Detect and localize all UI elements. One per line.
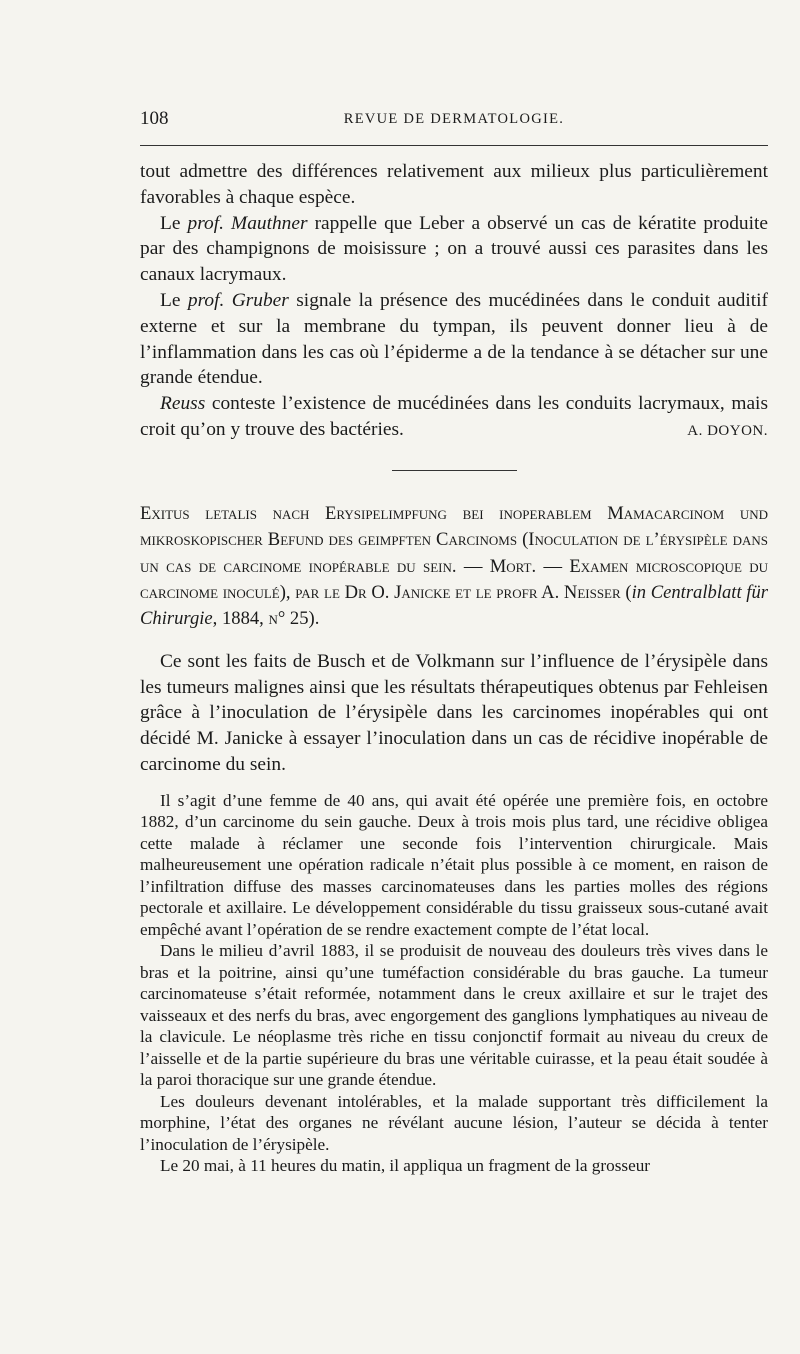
case-paragraph (140, 940, 768, 1091)
page-number: 108 (140, 108, 169, 129)
running-head: REVUE DE DERMATOLOGIE. (343, 111, 565, 127)
paragraph (140, 211, 768, 288)
article-title-text: Exitus letalis nach Erysipelimpfung bei inoperablem Mamacarcinom und mikroskopischer Befund des geimpften Carcinoms (Inoculation de l’érysipèle dans un cas de carcinome inopérable du sein. — Mort. — Examen microscopique du carcinome inoculé), par le Dr O. Janicke et le profr A. Neisser ( (140, 502, 768, 603)
intro-paragraph (140, 649, 768, 778)
paragraph-prefix: Le (160, 289, 188, 311)
paragraph-text: Le 20 mai, à 11 heures du matin, il appliqua un fragment de la grosseur (160, 1156, 651, 1176)
paragraph-prefix: Le (160, 212, 188, 234)
person-name: prof. Mauthner (187, 212, 308, 234)
paragraph-text: Dans le milieu d’avril 1883, il se produisit de nouveau des douleurs très vives dans le bras et la poitrine, ainsi qu’une tuméfaction considérable du bras gauche. La tumeur carcinomateuse s’était reformée, notamment dans le creux axillaire et sur le trajet des vaisseaux et des nerfs du bras, avec engorgement des ganglions lymphatiques au niveau de la clavicule. Le néoplasme très riche en tissu conjonctif formait au niveau du creux de l’aisselle et de la partie supérieure du bras une véritable cuirasse, et la peau était soudée à la paroi thoracique sur une grande étendue. (140, 941, 768, 1090)
header-rule (140, 145, 768, 146)
paragraph (140, 391, 768, 443)
paragraph-text: Ce sont les faits de Busch et de Volkmann sur l’influence de l’érysipèle dans les tumeurs malignes ainsi que les résultats thérapeutiques obtenus par Fehleisen grâce à l’inoculation de l’érysipèle dans les carcinomes inopérables qui ont décidé M. Janicke à essayer l’inoculation dans un cas de récidive inopérable de carcinome du sein. (140, 650, 768, 775)
case-paragraph (140, 1155, 768, 1177)
person-name: Reuss (160, 393, 206, 415)
page-header (140, 108, 768, 136)
journal-name: in Centralblatt für Chirurgie (140, 581, 768, 630)
case-paragraph (140, 1091, 768, 1156)
paragraph-text: Il s’agit d’une femme de 40 ans, qui avait été opérée une première fois, en octobre 1882, d’un carcinome du sein gauche. Deux à trois mois plus tard, une récidive obligea cette malade à réclamer une seconde fois l’intervention chirurgicale. Mais malheureusement une opération radicale n’était plus possible à ce moment, en raison de l’infiltration diffuse des masses carcinomateuses dans les parties molles des régions pectorale et axillaire. Le développement considérable du tissu graisseux sous-cutané avait empêché avant l’opération de se rendre exactement compte de l’état local. (140, 790, 768, 939)
article-title-end: , 1884, n° 25). (212, 608, 320, 630)
paragraph (140, 288, 768, 391)
paragraph (140, 159, 768, 211)
paragraph-text: rappelle que Leber a observé un cas de kératite produite par des champignons de moisissure ; on a trouvé aussi ces parasites dans les canaux lacrymaux. (140, 212, 768, 286)
paragraph-text: conteste l’existence de mucédinées dans les conduits lacrymaux, mais croit qu’on y trouve des bactéries. (140, 393, 768, 440)
case-paragraph (140, 790, 768, 941)
paragraph-text: tout admettre des différences relativement aux milieux plus particulièrement favorables à chaque espèce. (140, 161, 768, 208)
person-name: prof. Gruber (187, 289, 289, 311)
section-separator (392, 470, 517, 471)
body-text (140, 159, 768, 1177)
paragraph-text: signale la présence des mucédinées dans le conduit auditif externe et sur la membrane du tympan, ils peuvent donner lieu à de l’inflammation dans les cas où l’épiderme a de la tendance à se détacher sur une grande étendue. (140, 289, 768, 389)
paragraph-text: Les douleurs devenant intolérables, et la malade supportant très difficilement la morphine, l’état des organes ne révélant aucune lésion, l’auteur se décida à tenter l’inoculation de l’érysipèle. (140, 1091, 768, 1154)
article-title (140, 501, 768, 633)
author-signature: A. DOYON. (687, 422, 768, 439)
